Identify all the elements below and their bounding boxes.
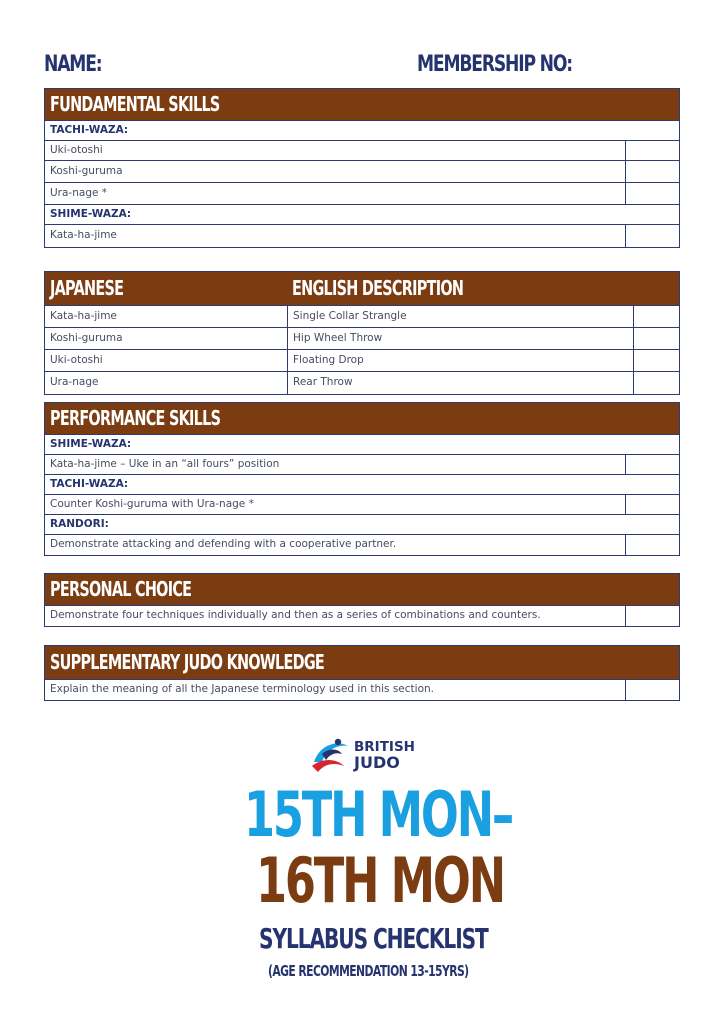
membership-label: MEMBERSHIP NO: bbox=[417, 52, 572, 77]
syllabus-checklist-title: SYLLABUS CHECKLIST bbox=[259, 922, 488, 955]
fundamental-skills-section bbox=[44, 88, 680, 248]
checkbox-cell[interactable] bbox=[625, 161, 679, 182]
checkbox-cell[interactable] bbox=[625, 495, 679, 514]
terminology-row: Uki-otoshi Floating Drop bbox=[45, 350, 679, 372]
performance-skills-section bbox=[44, 402, 680, 556]
logo-text-british: BRITISH bbox=[354, 739, 415, 755]
english-column-header: ENGLISH DESCRIPTION bbox=[292, 276, 464, 300]
performance-skills-title: PERFORMANCE SKILLS bbox=[45, 403, 679, 435]
checkbox-cell[interactable] bbox=[625, 680, 679, 700]
age-recommendation: (AGE RECOMMENDATION 13-15YRS) bbox=[268, 962, 469, 980]
checkbox-cell[interactable] bbox=[625, 606, 679, 626]
checkbox-cell[interactable] bbox=[625, 455, 679, 474]
checklist-row: Kata-ha-jime bbox=[45, 225, 679, 247]
judoka-logo-icon bbox=[308, 736, 352, 776]
name-label: NAME: bbox=[44, 52, 102, 77]
checklist-row: Kata-ha-jime – Uke in an “all fours” position bbox=[45, 455, 679, 475]
tachi-waza-subheading: TACHI-WAZA: bbox=[45, 475, 679, 495]
checkbox-cell[interactable] bbox=[625, 535, 679, 555]
checkbox-cell[interactable] bbox=[625, 183, 679, 204]
checklist-row: Demonstrate attacking and defending with a cooperative partner. bbox=[45, 535, 679, 555]
randori-subheading: RANDORI: bbox=[45, 515, 679, 535]
supplementary-knowledge-section bbox=[44, 645, 680, 701]
fundamental-skills-title: FUNDAMENTAL SKILLS bbox=[45, 89, 679, 121]
checklist-row: Uki-otoshi bbox=[45, 141, 679, 161]
checklist-row: Explain the meaning of all the Japanese terminology used in this section. bbox=[45, 680, 679, 700]
checklist-row: Demonstrate four techniques individually and then as a series of combinations and counters. bbox=[45, 606, 679, 626]
terminology-row: Ura-nage Rear Throw bbox=[45, 372, 679, 394]
checkbox-cell[interactable] bbox=[633, 350, 679, 371]
checklist-row: Counter Koshi-guruma with Ura-nage * bbox=[45, 495, 679, 515]
shime-waza-subheading: SHIME-WAZA: bbox=[45, 435, 679, 455]
checklist-row: Koshi-guruma bbox=[45, 161, 679, 183]
logo-text-judo: JUDO bbox=[354, 753, 400, 772]
tachi-waza-subheading: TACHI-WAZA: bbox=[45, 121, 679, 141]
checkbox-cell[interactable] bbox=[633, 328, 679, 349]
checkbox-cell[interactable] bbox=[633, 306, 679, 327]
terminology-section bbox=[44, 271, 680, 395]
british-judo-logo bbox=[308, 736, 428, 778]
japanese-column-header: JAPANESE bbox=[50, 276, 124, 300]
personal-choice-title: PERSONAL CHOICE bbox=[45, 574, 679, 606]
grade-title-line1: 15TH MON– bbox=[244, 778, 513, 851]
terminology-row: Koshi-guruma Hip Wheel Throw bbox=[45, 328, 679, 350]
terminology-row: Kata-ha-jime Single Collar Strangle bbox=[45, 306, 679, 328]
supplementary-knowledge-title: SUPPLEMENTARY JUDO KNOWLEDGE bbox=[45, 646, 679, 680]
grade-title-line2: 16TH MON bbox=[256, 844, 504, 917]
checkbox-cell[interactable] bbox=[625, 141, 679, 160]
shime-waza-subheading: SHIME-WAZA: bbox=[45, 205, 679, 225]
terminology-header bbox=[45, 272, 679, 306]
checklist-row: Ura-nage * bbox=[45, 183, 679, 205]
personal-choice-section bbox=[44, 573, 680, 627]
checkbox-cell[interactable] bbox=[633, 372, 679, 394]
checkbox-cell[interactable] bbox=[625, 225, 679, 247]
